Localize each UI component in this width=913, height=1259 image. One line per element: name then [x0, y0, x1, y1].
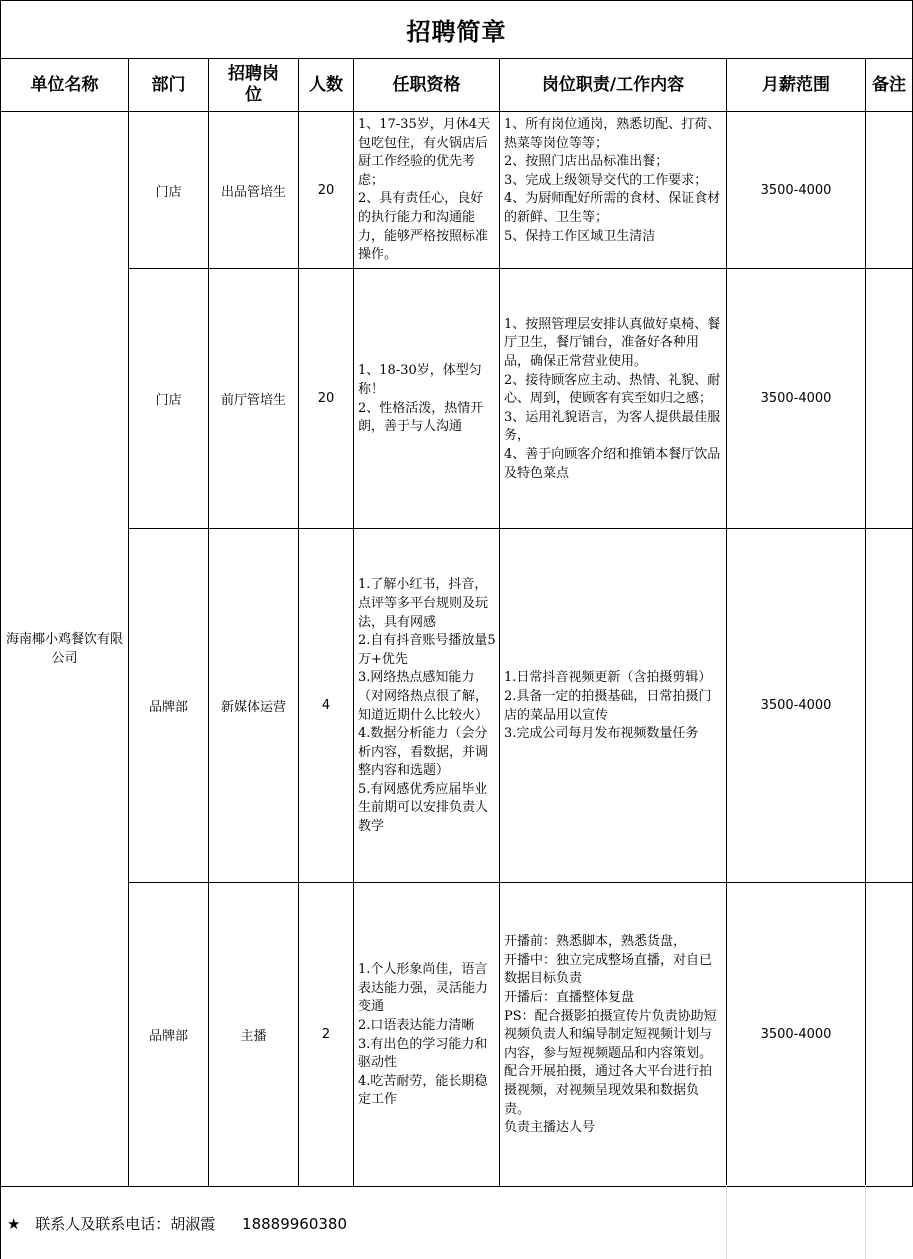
row-count: 4	[299, 529, 354, 883]
row-dept: 品牌部	[129, 883, 209, 1187]
contact-footer	[0, 1185, 912, 1259]
table-row	[1, 529, 913, 883]
row-duties: 1、所有岗位通岗，熟悉切配、打荷、热菜等岗位等等； 2、按照门店出品标准出餐； 3、完成上级领导交代的工作要求； 4、为厨师配好所需的食材、保证食材的新鲜、卫生等； 5、保持工作区域卫生清洁	[500, 112, 727, 269]
row-count: 2	[299, 883, 354, 1187]
row-dept: 门店	[129, 269, 209, 529]
row-dept: 品牌部	[129, 529, 209, 883]
contact-line	[7, 1213, 347, 1234]
table-row	[1, 883, 913, 1187]
header-dept: 部门	[129, 59, 209, 112]
footer-gridline	[865, 1185, 866, 1259]
row-salary: 3500-4000	[727, 883, 866, 1187]
row-dept: 门店	[129, 112, 209, 269]
row-position: 主播	[209, 883, 299, 1187]
header-salary: 月薪范围	[727, 59, 866, 112]
row-count: 20	[299, 269, 354, 529]
row-salary: 3500-4000	[727, 529, 866, 883]
row-position: 前厅管培生	[209, 269, 299, 529]
row-requirements: 1.个人形象尚佳，语言表达能力强，灵活能力变通 2.口语表达能力清晰 3.有出色的学习能力和驱动性 4.吃苦耐劳，能长期稳定工作	[354, 883, 500, 1187]
header-position: 招聘岗位	[209, 59, 299, 112]
table-row	[1, 269, 913, 529]
row-count: 20	[299, 112, 354, 269]
header-requirements: 任职资格	[354, 59, 500, 112]
row-salary: 3500-4000	[727, 112, 866, 269]
row-duties: 1.日常抖音视频更新（含拍摄剪辑） 2.具备一定的拍摄基础，日常拍摄门店的菜品用以宣传 3.完成公司每月发布视频数量任务	[500, 529, 727, 883]
row-requirements: 1、18-30岁，体型匀称！ 2、性格活泼，热情开朗，善于与人沟通	[354, 269, 500, 529]
footer-gridline	[726, 1185, 727, 1259]
row-duties: 1、按照管理层安排认真做好桌椅、餐厅卫生，餐厅铺台，准备好各种用品，确保正常营业使用。 2、接待顾客应主动、热情、礼貌、耐心、周到，使顾客有宾至如归之感； 3、运用礼貌语言，为客人提供最佳服务， 4、善于向顾客介绍和推销本餐厅饮品及特色菜点	[500, 269, 727, 529]
row-note	[866, 529, 913, 883]
row-note	[866, 112, 913, 269]
header-row	[1, 59, 913, 112]
contact-label: 联系人及联系电话：胡淑霞	[35, 1215, 216, 1233]
header-duties: 岗位职责/工作内容	[500, 59, 727, 112]
row-note	[866, 883, 913, 1187]
row-duties: 开播前：熟悉脚本，熟悉货盘， 开播中：独立完成整场直播，对自已数据目标负责 开播后：直播整体复盘 PS：配合摄影拍摄宣传片负责协助短视频负责人和编导制定短视频计划与内容，参与短视频题品和内容策划。配合开展拍摄，通过各大平台进行拍摄视频，对视频呈现效果和数据负责。 负责主播达人号	[500, 883, 727, 1187]
header-note: 备注	[866, 59, 913, 112]
header-unit: 单位名称	[1, 59, 129, 112]
unit-name: 海南椰小鸡餐饮有限公司	[1, 112, 129, 1187]
row-requirements: 1.了解小红书，抖音，点评等多平台规则及玩法，具有网感 2.自有抖音账号播放量5万+优先 3.网络热点感知能力（对网络热点很了解，知道近期什么比较火） 4.数据分析能力（会分析内容，看数据，并调整内容和选题） 5.有网感优秀应届毕业生前期可以安排负责人教学	[354, 529, 500, 883]
row-position: 新媒体运营	[209, 529, 299, 883]
header-count: 人数	[299, 59, 354, 112]
row-position: 出品管培生	[209, 112, 299, 269]
table-row	[1, 112, 913, 269]
row-requirements: 1、17-35岁，月休4天 包吃包住，有火锅店后厨工作经验的优先考虑； 2、具有责任心，良好的执行能力和沟通能力，能够严格按照标准操作。	[354, 112, 500, 269]
row-note	[866, 269, 913, 529]
row-salary: 3500-4000	[727, 269, 866, 529]
star-icon: ★	[7, 1215, 21, 1233]
page-title: 招聘简章	[1, 1, 913, 59]
contact-phone: 18889960380	[242, 1215, 348, 1233]
